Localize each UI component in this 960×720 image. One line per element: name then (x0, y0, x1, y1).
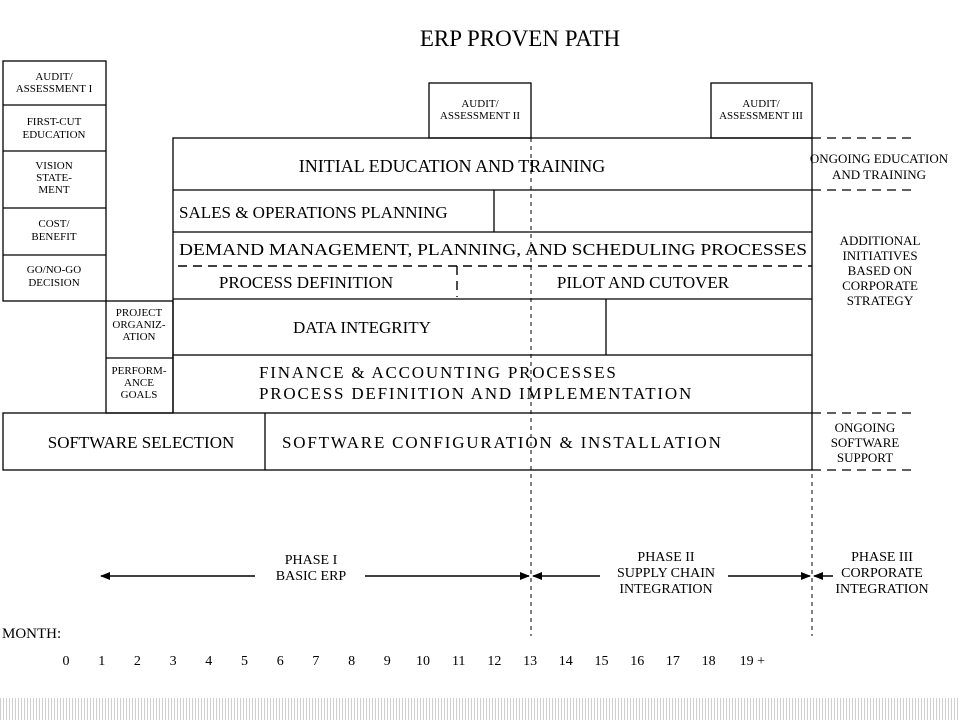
month-label: MONTH: (2, 626, 62, 642)
month-tick-label: 2 (133, 654, 141, 669)
row-software-selection: SOFTWARE SELECTION (47, 433, 235, 452)
left-column-cell-label: STATE- (36, 172, 72, 184)
month-tick-label: 7 (312, 654, 320, 669)
left-column-cell-label: FIRST-CUT (26, 116, 82, 128)
second-column-cell-label: ORGANIZ- (112, 319, 166, 331)
second-column-labels (111, 307, 166, 401)
row-software-config: SOFTWARE CONFIGURATION & INSTALLATION (282, 433, 723, 452)
second-column-cell-label: ANCE (124, 377, 154, 389)
month-tick-label: 16 (630, 654, 645, 669)
left-column-cell-label: EDUCATION (22, 129, 86, 141)
left-column-cell-label: DECISION (28, 277, 80, 289)
phase-labels (276, 550, 929, 597)
month-tick-label: 19 + (739, 654, 766, 669)
second-column-cell-label: ATION (122, 331, 156, 343)
row-initial-education: INITIAL EDUCATION AND TRAINING (298, 156, 606, 176)
audit-iii-label: AUDIT/ (742, 98, 780, 110)
month-tick-label: 0 (62, 654, 70, 669)
row-demand: DEMAND MANAGEMENT, PLANNING, AND SCHEDULING PROCESSES (179, 240, 807, 259)
audit-iii-label: ASSESSMENT III (719, 110, 803, 122)
additional-initiatives-label: INITIATIVES (842, 248, 918, 263)
ongoing-education-label: ONGOING EDUCATION (809, 151, 949, 166)
audit-ii-label: AUDIT/ (461, 98, 499, 110)
month-tick-label: 8 (348, 654, 356, 669)
month-tick-label: 1 (98, 654, 106, 669)
right-side-labels (810, 151, 949, 465)
month-tick-label: 10 (416, 654, 430, 669)
ongoing-software-label: SUPPORT (836, 450, 894, 465)
left-column-cell-label: VISION (35, 160, 73, 172)
audit-labels (440, 98, 803, 122)
month-tick-label: 18 (701, 654, 716, 669)
additional-initiatives-label: BASED ON (847, 263, 913, 278)
phase-label: PHASE III (851, 550, 913, 565)
month-tick-label: 5 (241, 654, 248, 669)
phase-label: SUPPLY CHAIN (616, 566, 716, 581)
month-tick-label: 3 (169, 654, 177, 669)
phase-label: BASIC ERP (275, 569, 347, 584)
month-axis (63, 654, 766, 669)
month-tick-label: 13 (523, 654, 538, 669)
diagram-title: ERP PROVEN PATH (419, 26, 621, 51)
left-column-labels (16, 71, 93, 289)
month-tick-label: 12 (487, 654, 502, 669)
second-column-cell-label: PERFORM- (111, 365, 167, 377)
row-pilot-cutover: PILOT AND CUTOVER (556, 273, 730, 292)
left-column-cell-label: ASSESSMENT I (15, 83, 93, 95)
main-grid (3, 138, 812, 470)
bottom-stripe-decoration (0, 698, 960, 720)
month-tick-label: 6 (276, 654, 284, 669)
row-process-definition: PROCESS DEFINITION (218, 273, 394, 292)
left-column-cell-label: AUDIT/ (35, 71, 73, 83)
row-finance-2: PROCESS DEFINITION AND IMPLEMENTATION (259, 384, 694, 403)
row-data-integrity: DATA INTEGRITY (293, 318, 431, 337)
phase-label: INTEGRATION (835, 582, 929, 597)
second-column-cell-label: PROJECT (115, 307, 163, 319)
month-tick-label: 4 (205, 654, 213, 669)
left-column-cell-label: COST/ (38, 218, 70, 230)
phase-label: PHASE II (637, 550, 695, 565)
row-finance-1: FINANCE & ACCOUNTING PROCESSES (259, 363, 618, 382)
left-column-cell-label: GO/NO-GO (26, 264, 82, 276)
left-column-cell-label: BENEFIT (31, 231, 77, 243)
phase-label: INTEGRATION (619, 582, 713, 597)
ongoing-education-label: AND TRAINING (831, 167, 927, 182)
additional-initiatives-label: CORPORATE (842, 278, 918, 293)
phase-label: CORPORATE (841, 566, 923, 581)
row-sop: SALES & OPERATIONS PLANNING (179, 203, 448, 222)
month-tick-label: 9 (383, 654, 391, 669)
additional-initiatives-label: ADDITIONAL (839, 233, 921, 248)
ongoing-software-label: ONGOING (834, 420, 896, 435)
audit-ii-label: ASSESSMENT II (439, 110, 521, 122)
second-column-cell-label: GOALS (120, 389, 158, 401)
month-tick-label: 15 (594, 654, 609, 669)
month-tick-label: 11 (451, 654, 466, 669)
additional-initiatives-label: STRATEGY (846, 293, 914, 308)
left-column-cell-label: MENT (38, 184, 70, 196)
month-tick-label: 17 (665, 654, 680, 669)
phase-label: PHASE I (284, 553, 338, 568)
month-tick-label: 14 (558, 654, 573, 669)
ongoing-software-label: SOFTWARE (830, 435, 900, 450)
